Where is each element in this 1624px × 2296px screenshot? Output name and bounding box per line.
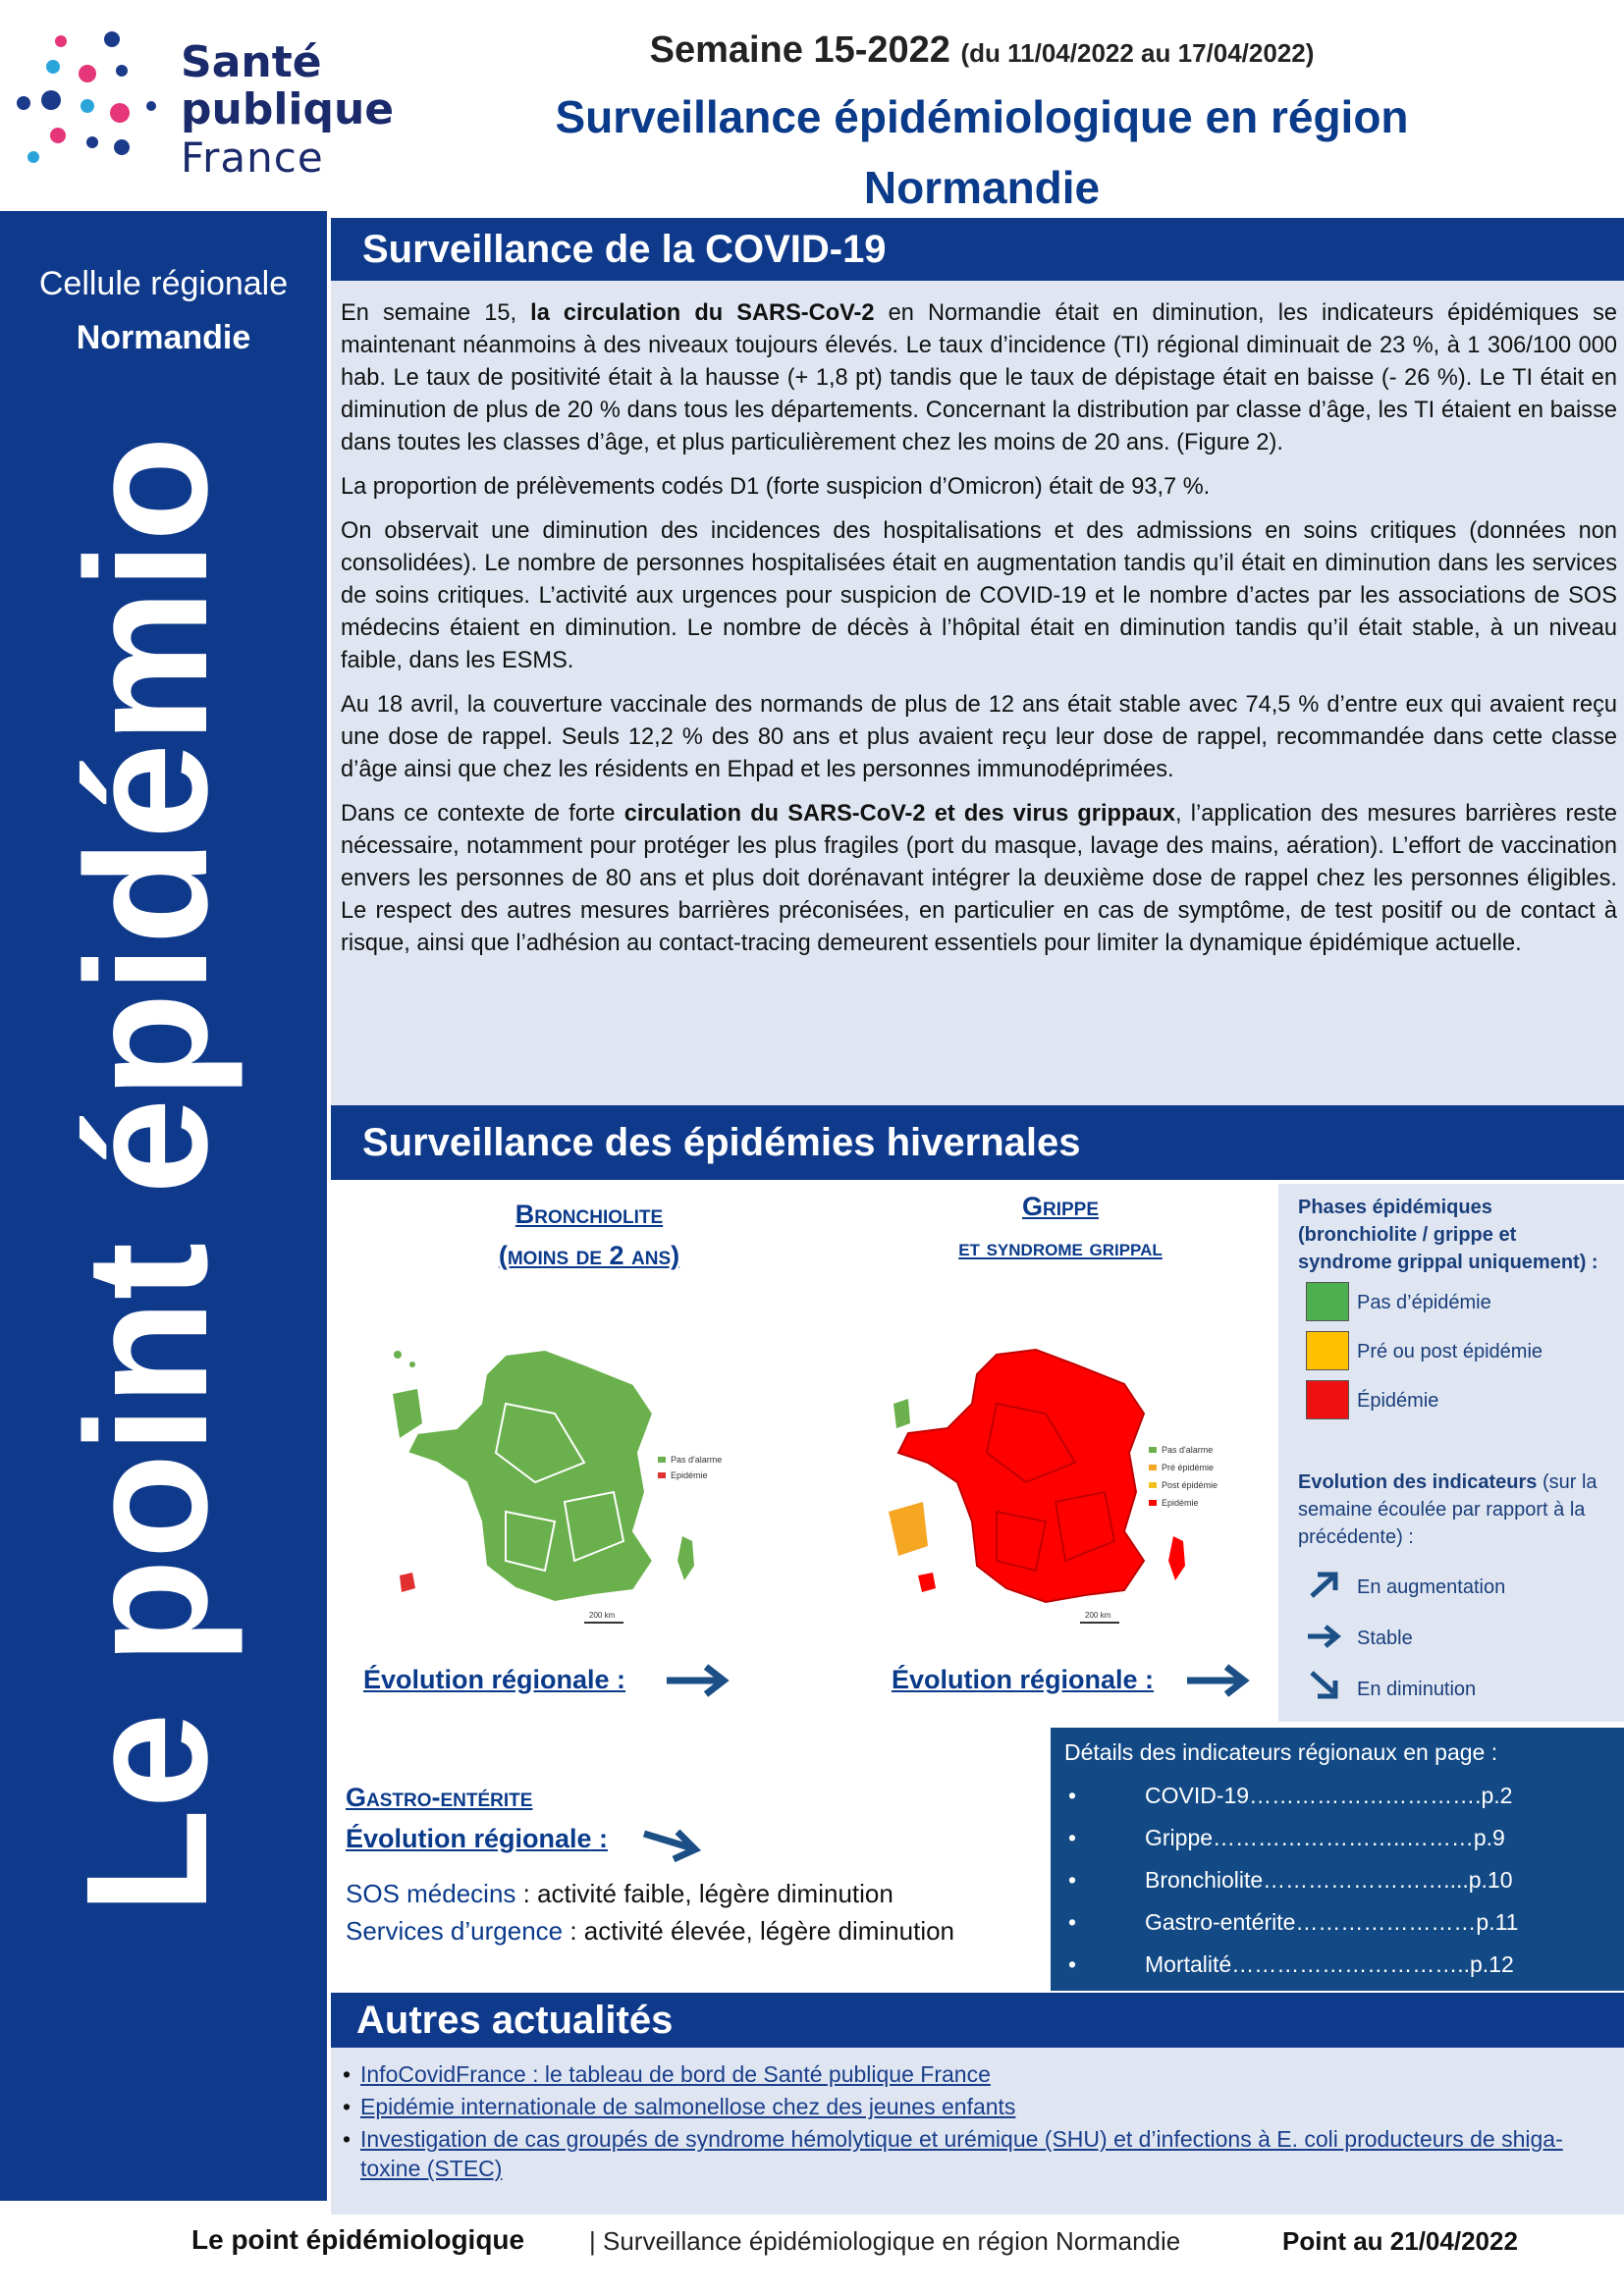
- bronchiolite-map: [388, 1345, 722, 1639]
- grippe-title: Grippe: [1021, 1192, 1100, 1221]
- legend-swatch-epidemic: [1306, 1380, 1349, 1419]
- map2-legend-label-2: Post épidémie: [1162, 1480, 1218, 1490]
- bronchiolite-evolution: [363, 1665, 625, 1695]
- details-item-label: Gastro-entérite……………………p.11: [1145, 1909, 1519, 1935]
- cellule-label: Cellule régionale: [38, 265, 289, 302]
- news-link[interactable]: InfoCovidFrance : le tableau de bord de Santé publique France: [360, 2061, 991, 2087]
- logo-dots-icon: [14, 20, 181, 167]
- bullet: •: [1068, 1825, 1077, 1850]
- map1-legend-label-0: Pas d'alarme: [671, 1455, 722, 1465]
- bronchiolite-map-guyane: [393, 1389, 422, 1438]
- hivernales-section-bar: [331, 1105, 1624, 1180]
- bronchiolite-subtitle: (moins de 2 ans): [498, 1241, 680, 1270]
- grippe-map-france: [898, 1350, 1144, 1602]
- covid-paragraph-4: Au 18 avril, la couverture vaccinale des normands de plus de 12 ans était stable avec 74,5 % d’entre eux qui avaient reçu une dose de rappel. Seuls 12,2 % des 80 ans et plus avaient reçu leur dose de rappel, recommandée dans cette classe d’âge ainsi que chez les résidents en Ehpad et les personnes immunodéprimées.: [341, 692, 1617, 782]
- map1-scale: 200 km: [589, 1611, 616, 1620]
- legend-evolution-bold: Evolution des indicateurs: [1298, 1471, 1538, 1493]
- arrow-down-right-icon: [1306, 1669, 1341, 1700]
- legend-label-no-epidemic: Pas d’épidémie: [1357, 1292, 1491, 1313]
- week-dates: (du 11/04/2022 au 17/04/2022): [960, 38, 1315, 68]
- logo-line1: Santé: [181, 37, 322, 87]
- cellule-region: Normandie: [76, 319, 251, 356]
- gastro-title: Gastro-entérite: [346, 1783, 533, 1812]
- gastro-urgence-val: : activité élevée, légère diminution: [563, 1916, 955, 1946]
- covid-section-bar: [331, 218, 1624, 281]
- bronchiolite-map-france: [407, 1350, 653, 1602]
- grippe-evolution-label: Évolution régionale: [892, 1665, 1138, 1694]
- legend-evolution-title: [1298, 1468, 1612, 1551]
- details-item-label: Mortalité…………………………..p.12: [1145, 1951, 1514, 1977]
- gastro-evolution-colon: :: [591, 1824, 609, 1853]
- hivernales-section-title: Surveillance des épidémies hivernales: [362, 1121, 1081, 1164]
- details-item-label: Grippe……………………..………p.9: [1145, 1825, 1505, 1850]
- news-links: [339, 2059, 1615, 2186]
- legend-swatch-no-epidemic: [1306, 1282, 1349, 1321]
- covid-paragraph-3: On observait une diminution des incidences des hospitalisations et des admissions en soins critiques (données non consolidées). Le nombre de personnes hospitalisées était en augmentation tandis qu’il était en diminution dans les services de soins critiques. L’activité aux urgences pour suspicion de COVID-19 et le nombre d’actes par les associations de SOS médecins étaient en diminution. Le nombre de décès à l’hôpital était en diminution tandis qu’il était stable, à un niveau faible, dans les ESMS.: [341, 518, 1617, 673]
- grippe-map-guyane: [889, 1502, 928, 1556]
- gastro-sos-val: : activité faible, légère diminution: [515, 1879, 893, 1908]
- news-item: [339, 2059, 1615, 2089]
- footer-left: Le point épidémiologique: [191, 2224, 525, 2255]
- details-title: Détails des indicateurs régionaux en page :: [1064, 1739, 1498, 1765]
- covid-p5-b: , l’application des mesures barrières reste nécessaire, notamment pour protéger les plus fragiles (port du masque, lavage des mains, aération). L’effort de vaccination envers les personnes de 80 ans et plus doit dorénavant intégrer la deuxième dose de rappel chez les personnes éligibles. Le respect des autres mesures barrières préconisées, en particulier en cas de symptôme, de test positif ou de contact à risque, ainsi que l’adhésion au contact-tracing demeurent essentiels pour limiter la dynamique épidémique actuelle.: [341, 801, 1617, 956]
- bullet: •: [343, 2126, 352, 2152]
- logo: [14, 20, 395, 187]
- grippe-subtitle: et syndrome grippal: [958, 1235, 1163, 1261]
- map2-legend-label-3: Epidémie: [1162, 1498, 1199, 1508]
- bullet: •: [343, 2061, 352, 2087]
- bullet: •: [343, 2094, 352, 2119]
- logo-line2: publique: [181, 84, 395, 134]
- map2-scale: 200 km: [1085, 1611, 1111, 1620]
- autres-section-title: Autres actualités: [356, 1999, 674, 2042]
- bronchiolite-title: Bronchiolite: [514, 1200, 664, 1229]
- covid-p5-a: Dans ce contexte de forte: [341, 801, 624, 827]
- arrow-right-icon: [1183, 1661, 1252, 1700]
- vertical-title: Le point épidémio: [51, 436, 244, 1914]
- legend-label-epidemic: Épidémie: [1357, 1390, 1439, 1412]
- bullet: •: [1068, 1783, 1077, 1808]
- grippe-evolution: [892, 1665, 1154, 1695]
- covid-p5-bold: circulation du SARS-CoV-2 et des virus grippaux: [623, 801, 1176, 827]
- covid-p1-bold: la circulation du SARS-CoV-2: [530, 300, 875, 326]
- news-item: [339, 2124, 1615, 2183]
- arrow-right-icon: [1306, 1622, 1345, 1651]
- bronchiolite-evolution-label: Évolution régionale: [363, 1665, 610, 1694]
- legend-label-pre-post: Pré ou post épidémie: [1357, 1341, 1543, 1362]
- grippe-evolution-colon: :: [1137, 1665, 1155, 1694]
- legend-trend-down: En diminution: [1357, 1679, 1477, 1700]
- details-box: [1051, 1728, 1624, 1991]
- gastro-evolution-label: Évolution régionale: [346, 1824, 592, 1853]
- bronchiolite-map-corsica: [677, 1536, 694, 1580]
- details-item-label: COVID-19………………………….p.2: [1145, 1783, 1513, 1808]
- covid-text: [341, 297, 1617, 972]
- logo-line3: France: [181, 133, 324, 182]
- legend-trend-stable: Stable: [1357, 1628, 1413, 1649]
- gastro-urgence-key: Services d’urgence: [346, 1916, 564, 1946]
- grippe-map-corsica: [1168, 1536, 1185, 1580]
- bullet: •: [1068, 1909, 1077, 1935]
- legend-evolution-rest: (sur la semaine écoulée par rapport à la précédente) :: [1298, 1471, 1597, 1548]
- grippe-map-reunion: [918, 1573, 936, 1592]
- bronchiolite-map-reunion: [400, 1573, 415, 1592]
- arrow-down-right-icon: [638, 1824, 707, 1863]
- covid-paragraph-2: La proportion de prélèvements codés D1 (forte suspicion d’Omicron) était de 93,7 %.: [341, 474, 1211, 500]
- grippe-map: [879, 1345, 1222, 1639]
- gastro-evolution: [346, 1824, 608, 1854]
- covid-section-title: Surveillance de la COVID-19: [362, 228, 887, 271]
- legend-swatch-pre-post: [1306, 1331, 1349, 1370]
- week-label: Semaine 15-2022: [649, 29, 950, 71]
- arrow-up-right-icon: [1306, 1569, 1341, 1600]
- page-title-line2: Normandie: [863, 162, 1101, 213]
- covid-p1-a: En semaine 15,: [341, 300, 531, 326]
- news-link[interactable]: Epidémie internationale de salmonellose chez des jeunes enfants: [360, 2094, 1016, 2119]
- legend-title: Phases épidémiques (bronchiolite / grippe et syndrome grippal uniquement) :: [1298, 1197, 1598, 1273]
- gastro-sos-line: [346, 1879, 893, 1909]
- legend-box: [1278, 1184, 1624, 1722]
- bronchiolite-evolution-colon: :: [609, 1665, 626, 1694]
- gastro-sos-key: SOS médecins: [346, 1879, 516, 1908]
- map2-legend-label-1: Pré épidémie: [1162, 1463, 1215, 1472]
- map2-legend-label-0: Pas d'alarme: [1162, 1445, 1214, 1455]
- covid-p1-b: en Normandie était en diminution, les indicateurs épidémiques se maintenant néanmoins à des niveaux toujours élevés. Le taux d’incidence (TI) régional diminuait de 23 %, à 1 306/100 000 hab. Le taux de positivité était à la hausse (+ 1,8 pt) tandis que le taux de dépistage était en baisse (- 26 %). Le TI était en diminution de plus de 20 % dans tous les départements. Concernant la distribution par classe d’âge, les TI étaient en baisse dans toutes les classes d’âge, et plus particulièrement chez les moins de 20 ans. (Figure 2).: [341, 300, 1617, 455]
- footer-middle: | Surveillance épidémiologique en région Normandie: [589, 2226, 1181, 2256]
- week-heading: [353, 29, 1610, 72]
- page-title-line1: Surveillance épidémiologique en région: [555, 91, 1409, 142]
- grippe-map-antilles: [893, 1399, 910, 1428]
- covid-paragraph-1: [341, 297, 1617, 459]
- bullet: •: [1068, 1867, 1077, 1893]
- gastro-urgence-line: [346, 1916, 954, 1947]
- arrow-right-icon: [663, 1661, 731, 1700]
- footer-right: Point au 21/04/2022: [1282, 2226, 1518, 2256]
- autres-section-bar: [331, 1993, 1624, 2048]
- news-link[interactable]: Investigation de cas groupés de syndrome hémolytique et urémique (SHU) et d’infections à E. coli producteurs de shiga-toxine (STEC): [360, 2126, 1563, 2181]
- covid-paragraph-5: [341, 798, 1617, 960]
- legend-trend-up: En augmentation: [1357, 1576, 1506, 1598]
- details-item-label: Bronchiolite……………………....p.10: [1145, 1867, 1513, 1893]
- footer: [0, 2220, 1624, 2260]
- bullet: •: [1068, 1951, 1077, 1977]
- map1-legend-label-1: Epidémie: [671, 1470, 708, 1480]
- news-item: [339, 2092, 1615, 2121]
